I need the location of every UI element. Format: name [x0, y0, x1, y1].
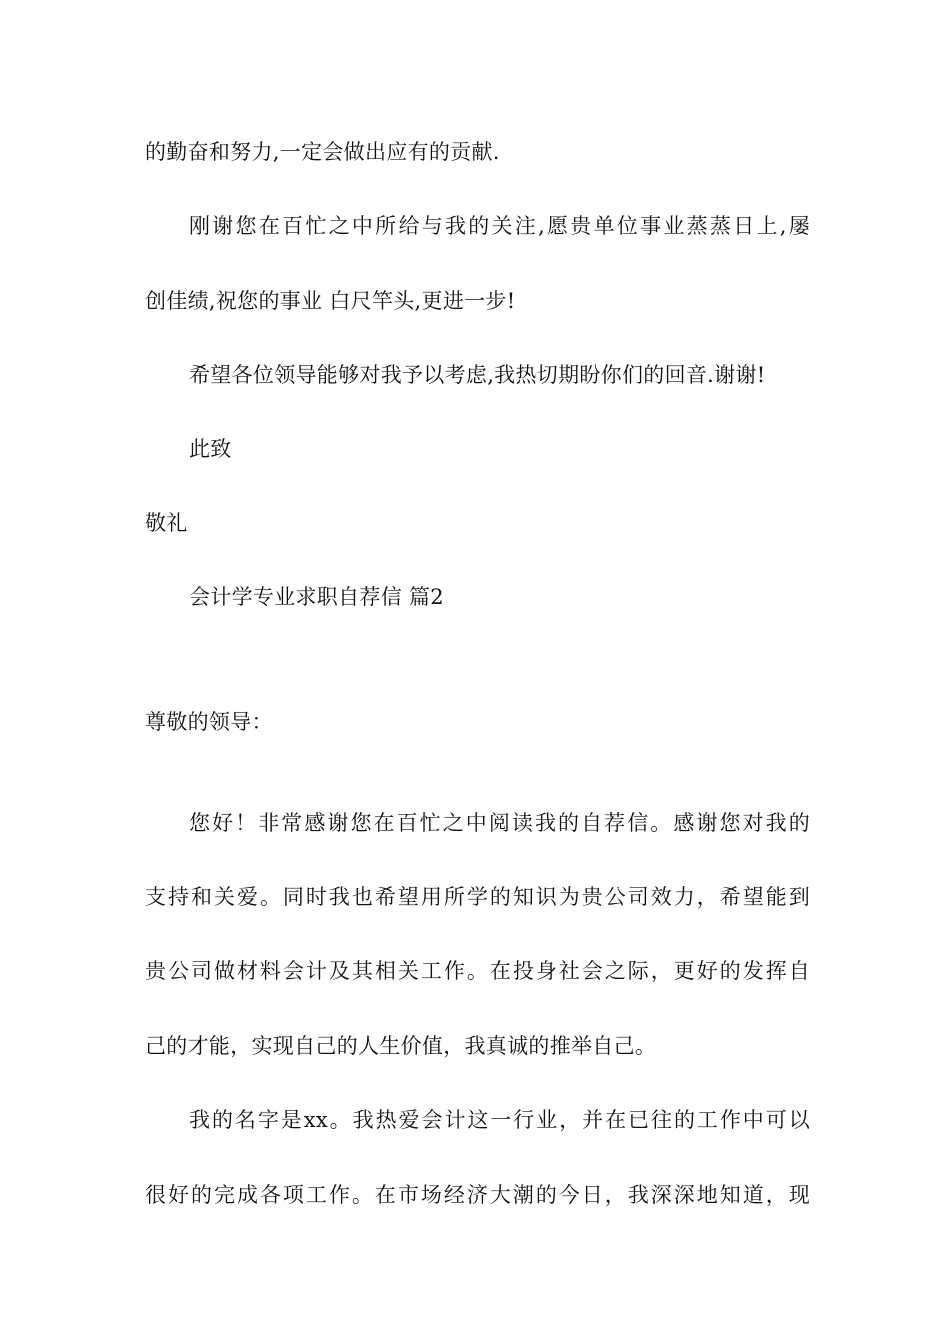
paragraph-line: 创佳绩,祝您的事业 白尺竿头,更进一步! [145, 289, 516, 313]
paragraph-line: 贵公司做材料会计及其相关工作。在投身社会之际，更好的发挥自 [145, 959, 810, 983]
paragraph-line: 支持和关爱。同时我也希望用所学的知识为贵公司效力，希望能到 [145, 885, 810, 909]
closing-salutation: 敬礼 [145, 511, 188, 535]
section-title: 会计学专业求职自荐信 篇2 [189, 585, 444, 609]
paragraph-line: 刚谢您在百忙之中所给与我的关注,愿贵单位事业蒸蒸日上,屡 [189, 214, 810, 238]
paragraph-line: 希望各位领导能够对我予以考虑,我热切期盼你们的回音.谢谢! [189, 363, 766, 387]
closing-salutation: 此致 [189, 437, 232, 461]
paragraph-line: 很好的完成各项工作。在市场经济大潮的今日，我深深地知道，现 [145, 1183, 810, 1207]
paragraph-line: 您好！非常感谢您在百忙之中阅读我的自荐信。感谢您对我的 [189, 811, 810, 835]
paragraph-line: 的勤奋和努力,一定会做出应有的贡献. [145, 140, 500, 164]
paragraph-line: 己的才能，实现自己的人生价值，我真诚的推举自己。 [145, 1034, 657, 1058]
paragraph-line: 我的名字是xx。我热爱会计这一行业，并在已往的工作中可以 [189, 1108, 810, 1132]
greeting: 尊敬的领导： [145, 710, 273, 734]
